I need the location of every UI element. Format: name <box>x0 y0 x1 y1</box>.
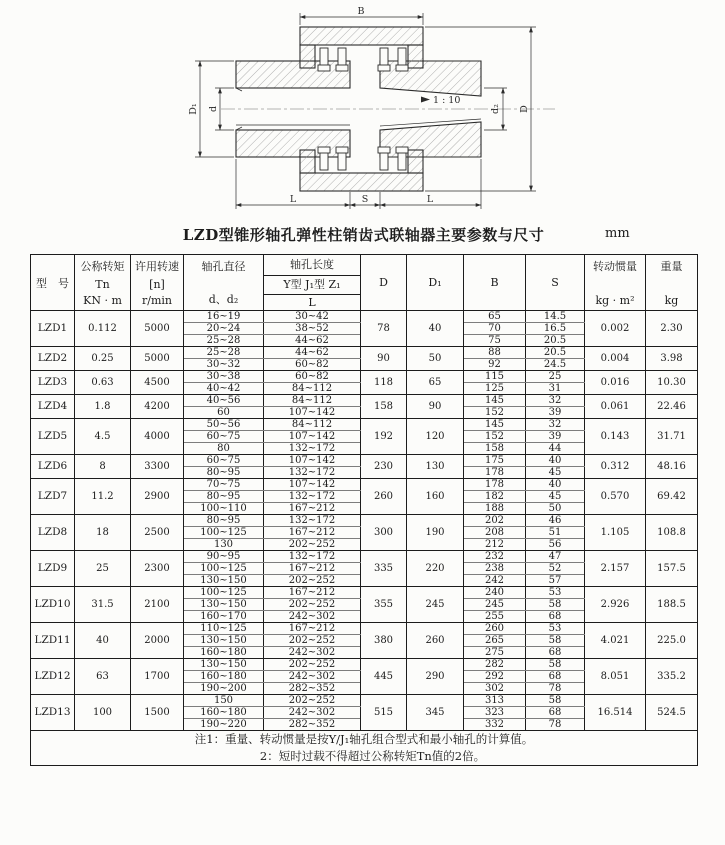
speed-cell: 5000 <box>131 347 184 371</box>
weight-cell: 157.5 <box>646 551 698 587</box>
header-model: 型 号 <box>31 255 75 311</box>
model-cell: LZD2 <box>31 347 75 371</box>
B-cell: 332 <box>464 719 526 731</box>
torque-cell: 1.8 <box>75 395 131 419</box>
B-cell: 178 <box>464 479 526 491</box>
bore-length-cell: 202~252 <box>264 695 361 707</box>
speed-cell: 1700 <box>131 659 184 695</box>
B-cell: 240 <box>464 587 526 599</box>
dim-label-L-right: L <box>426 194 434 205</box>
S-cell: 40 <box>526 479 585 491</box>
D1-cell: 220 <box>407 551 464 587</box>
B-cell: 202 <box>464 515 526 527</box>
header-D1: D₁ <box>407 255 464 311</box>
B-cell: 275 <box>464 647 526 659</box>
B-cell: 70 <box>464 323 526 335</box>
S-cell: 45 <box>526 491 585 503</box>
bore-diameter-cell: 100~125 <box>184 563 264 575</box>
speed-cell: 2000 <box>131 623 184 659</box>
B-cell: 260 <box>464 623 526 635</box>
D1-cell: 50 <box>407 347 464 371</box>
header-B: B <box>464 255 526 311</box>
bore-diameter-cell: 130~150 <box>184 635 264 647</box>
inertia-cell: 16.514 <box>585 695 646 731</box>
S-cell: 25 <box>526 371 585 383</box>
S-cell: 58 <box>526 599 585 611</box>
S-cell: 45 <box>526 467 585 479</box>
bore-diameter-cell: 60~75 <box>184 431 264 443</box>
bore-diameter-cell: 50~56 <box>184 419 264 431</box>
table-row <box>31 455 698 467</box>
D1-cell: 290 <box>407 659 464 695</box>
bore-length-cell: 60~82 <box>264 371 361 383</box>
inertia-cell: 0.143 <box>585 419 646 455</box>
torque-cell: 4.5 <box>75 419 131 455</box>
note-line-2: 2：短时过载不得超过公称转矩Tn值的2倍。 <box>259 749 486 763</box>
D-cell: 192 <box>361 419 407 455</box>
D1-cell: 260 <box>407 623 464 659</box>
speed-cell: 1500 <box>131 695 184 731</box>
S-cell: 20.5 <box>526 335 585 347</box>
S-cell: 24.5 <box>526 359 585 371</box>
S-cell: 53 <box>526 587 585 599</box>
inertia-cell: 2.157 <box>585 551 646 587</box>
D1-cell: 160 <box>407 479 464 515</box>
S-cell: 68 <box>526 671 585 683</box>
B-cell: 245 <box>464 599 526 611</box>
bore-length-cell: 202~252 <box>264 539 361 551</box>
speed-cell: 4200 <box>131 395 184 419</box>
bore-length-cell: 242~302 <box>264 707 361 719</box>
parameters-table-body <box>31 311 698 731</box>
page-title: LZD型锥形轴孔弹性柱销齿式联轴器主要参数与尺寸 <box>182 226 545 244</box>
speed-cell: 2900 <box>131 479 184 515</box>
S-cell: 20.5 <box>526 347 585 359</box>
bore-length-cell: 242~302 <box>264 647 361 659</box>
bore-diameter-cell: 30~32 <box>184 359 264 371</box>
taper-label: 1 : 10 <box>433 95 461 106</box>
S-cell: 53 <box>526 623 585 635</box>
dim-label-B: B <box>357 6 365 17</box>
unit-label: mm <box>605 226 630 241</box>
S-cell: 56 <box>526 539 585 551</box>
bore-diameter-cell: 160~180 <box>184 671 264 683</box>
weight-cell: 3.98 <box>646 347 698 371</box>
bore-diameter-cell: 130~150 <box>184 599 264 611</box>
weight-cell: 335.2 <box>646 659 698 695</box>
torque-cell: 40 <box>75 623 131 659</box>
D-cell: 300 <box>361 515 407 551</box>
bore-diameter-cell: 100~125 <box>184 587 264 599</box>
inertia-cell: 0.570 <box>585 479 646 515</box>
bore-diameter-cell: 40~56 <box>184 395 264 407</box>
bore-length-cell: 107~142 <box>264 455 361 467</box>
B-cell: 302 <box>464 683 526 695</box>
D1-cell: 90 <box>407 395 464 419</box>
D-cell: 380 <box>361 623 407 659</box>
table-row <box>31 395 698 407</box>
note-line-1: 注1：重量、转动惯量是按Y/J₁轴孔组合型式和最小轴孔的计算值。 <box>194 732 534 746</box>
D1-cell: 345 <box>407 695 464 731</box>
model-cell: LZD11 <box>31 623 75 659</box>
inertia-cell: 0.016 <box>585 371 646 395</box>
bore-length-cell: 84~112 <box>264 383 361 395</box>
bore-length-cell: 44~62 <box>264 335 361 347</box>
table-row <box>31 419 698 431</box>
inertia-cell: 0.061 <box>585 395 646 419</box>
S-cell: 39 <box>526 431 585 443</box>
table-row <box>31 659 698 671</box>
bore-diameter-cell: 100~125 <box>184 527 264 539</box>
bore-diameter-cell: 25~28 <box>184 347 264 359</box>
B-cell: 65 <box>464 311 526 323</box>
bore-length-cell: 44~62 <box>264 347 361 359</box>
bore-diameter-cell: 70~75 <box>184 479 264 491</box>
bore-diameter-cell: 25~28 <box>184 335 264 347</box>
header-torque: 公称转矩 Tn KN · m <box>75 255 131 311</box>
weight-cell: 524.5 <box>646 695 698 731</box>
bore-length-cell: 132~172 <box>264 491 361 503</box>
bore-diameter-cell: 40~42 <box>184 383 264 395</box>
B-cell: 282 <box>464 659 526 671</box>
inertia-cell: 2.926 <box>585 587 646 623</box>
torque-cell: 25 <box>75 551 131 587</box>
S-cell: 78 <box>526 719 585 731</box>
D-cell: 158 <box>361 395 407 419</box>
model-cell: LZD5 <box>31 419 75 455</box>
speed-cell: 2100 <box>131 587 184 623</box>
inertia-cell: 0.312 <box>585 455 646 479</box>
inertia-cell: 1.105 <box>585 515 646 551</box>
bore-length-cell: 167~212 <box>264 623 361 635</box>
bore-diameter-cell: 90~95 <box>184 551 264 563</box>
taper-arrow-icon <box>421 97 430 103</box>
S-cell: 39 <box>526 407 585 419</box>
torque-cell: 0.25 <box>75 347 131 371</box>
weight-cell: 22.46 <box>646 395 698 419</box>
bore-diameter-cell: 80~95 <box>184 467 264 479</box>
S-cell: 44 <box>526 443 585 455</box>
S-cell: 68 <box>526 611 585 623</box>
B-cell: 75 <box>464 335 526 347</box>
taper-annotation <box>421 95 460 106</box>
inertia-cell: 0.002 <box>585 311 646 347</box>
bore-diameter-cell: 30~38 <box>184 371 264 383</box>
bore-diameter-cell: 110~125 <box>184 623 264 635</box>
D1-cell: 130 <box>407 455 464 479</box>
bore-length-cell: 202~252 <box>264 599 361 611</box>
B-cell: 265 <box>464 635 526 647</box>
D-cell: 260 <box>361 479 407 515</box>
B-cell: 88 <box>464 347 526 359</box>
bore-length-cell: 132~172 <box>264 467 361 479</box>
coupling-section-drawing <box>103 4 563 216</box>
bore-length-cell: 132~172 <box>264 515 361 527</box>
bore-length-cell: 202~252 <box>264 659 361 671</box>
S-cell: 16.5 <box>526 323 585 335</box>
D1-cell: 40 <box>407 311 464 347</box>
model-cell: LZD6 <box>31 455 75 479</box>
table-header <box>31 255 698 311</box>
bore-length-cell: 132~172 <box>264 551 361 563</box>
bore-diameter-cell: 60 <box>184 407 264 419</box>
bore-diameter-cell: 190~200 <box>184 683 264 695</box>
D1-cell: 190 <box>407 515 464 551</box>
model-cell: LZD10 <box>31 587 75 623</box>
torque-cell: 0.63 <box>75 371 131 395</box>
bore-diameter-cell: 160~170 <box>184 611 264 623</box>
bore-diameter-cell: 130~150 <box>184 575 264 587</box>
bore-length-cell: 107~142 <box>264 431 361 443</box>
D-cell: 515 <box>361 695 407 731</box>
speed-cell: 2300 <box>131 551 184 587</box>
speed-cell: 5000 <box>131 311 184 347</box>
bore-diameter-cell: 130 <box>184 539 264 551</box>
bore-length-cell: 30~42 <box>264 311 361 323</box>
table-row <box>31 551 698 563</box>
model-cell: LZD13 <box>31 695 75 731</box>
header-bore-diameter: 轴孔直径 d、d₂ <box>184 255 264 311</box>
B-cell: 313 <box>464 695 526 707</box>
bore-diameter-cell: 100~110 <box>184 503 264 515</box>
bore-length-cell: 202~252 <box>264 575 361 587</box>
S-cell: 58 <box>526 659 585 671</box>
dim-label-L-left: L <box>289 194 297 205</box>
D-cell: 445 <box>361 659 407 695</box>
inertia-cell: 4.021 <box>585 623 646 659</box>
header-inertia: 转动惯量 kg · m² <box>585 255 646 311</box>
speed-cell: 4500 <box>131 371 184 395</box>
model-cell: LZD8 <box>31 515 75 551</box>
speed-cell: 3300 <box>131 455 184 479</box>
S-cell: 31 <box>526 383 585 395</box>
weight-cell: 10.30 <box>646 371 698 395</box>
bore-length-cell: 38~52 <box>264 323 361 335</box>
header-weight: 重量 kg <box>646 255 698 311</box>
B-cell: 208 <box>464 527 526 539</box>
S-cell: 68 <box>526 647 585 659</box>
table-row <box>31 371 698 383</box>
B-cell: 145 <box>464 419 526 431</box>
S-cell: 58 <box>526 635 585 647</box>
dim-label-S: S <box>361 194 369 205</box>
parameters-table <box>30 254 698 766</box>
D-cell: 118 <box>361 371 407 395</box>
bore-length-cell: 84~112 <box>264 395 361 407</box>
bore-diameter-cell: 60~75 <box>184 455 264 467</box>
bore-diameter-cell: 80~95 <box>184 515 264 527</box>
S-cell: 68 <box>526 707 585 719</box>
D-cell: 78 <box>361 311 407 347</box>
bore-diameter-cell: 190~220 <box>184 719 264 731</box>
torque-cell: 100 <box>75 695 131 731</box>
torque-cell: 0.112 <box>75 311 131 347</box>
B-cell: 292 <box>464 671 526 683</box>
S-cell: 40 <box>526 455 585 467</box>
bore-diameter-cell: 80~95 <box>184 491 264 503</box>
bore-length-cell: 107~142 <box>264 479 361 491</box>
D-cell: 90 <box>361 347 407 371</box>
D1-cell: 65 <box>407 371 464 395</box>
model-cell: LZD1 <box>31 311 75 347</box>
bore-length-cell: 132~172 <box>264 443 361 455</box>
D1-cell: 245 <box>407 587 464 623</box>
S-cell: 32 <box>526 419 585 431</box>
B-cell: 178 <box>464 467 526 479</box>
S-cell: 32 <box>526 395 585 407</box>
bore-length-cell: 282~352 <box>264 683 361 695</box>
D-cell: 355 <box>361 587 407 623</box>
bore-diameter-cell: 150 <box>184 695 264 707</box>
weight-cell: 31.71 <box>646 419 698 455</box>
table-row <box>31 311 698 323</box>
D-cell: 230 <box>361 455 407 479</box>
model-cell: LZD4 <box>31 395 75 419</box>
B-cell: 152 <box>464 431 526 443</box>
D-cell: 335 <box>361 551 407 587</box>
S-cell: 58 <box>526 695 585 707</box>
bore-length-cell: 107~142 <box>264 407 361 419</box>
dim-label-d2: d₂ <box>490 104 501 114</box>
inertia-cell: 8.051 <box>585 659 646 695</box>
S-cell: 51 <box>526 527 585 539</box>
S-cell: 50 <box>526 503 585 515</box>
B-cell: 182 <box>464 491 526 503</box>
B-cell: 188 <box>464 503 526 515</box>
B-cell: 145 <box>464 395 526 407</box>
table-row <box>31 515 698 527</box>
table-row <box>31 587 698 599</box>
B-cell: 255 <box>464 611 526 623</box>
bore-length-cell: 242~302 <box>264 671 361 683</box>
bore-diameter-cell: 160~180 <box>184 707 264 719</box>
B-cell: 242 <box>464 575 526 587</box>
table-row <box>31 695 698 707</box>
B-cell: 92 <box>464 359 526 371</box>
weight-cell: 69.42 <box>646 479 698 515</box>
weight-cell: 48.16 <box>646 455 698 479</box>
header-bore-length: 轴孔长度 Y型 J₁型 Z₁ L <box>264 255 361 311</box>
bore-length-cell: 84~112 <box>264 419 361 431</box>
bore-diameter-cell: 16~19 <box>184 311 264 323</box>
header-speed: 许用转速 [n] r/min <box>131 255 184 311</box>
torque-cell: 11.2 <box>75 479 131 515</box>
weight-cell: 2.30 <box>646 311 698 347</box>
table-notes <box>31 731 698 766</box>
dim-label-D: D <box>519 105 530 113</box>
D1-cell: 120 <box>407 419 464 455</box>
bore-length-cell: 282~352 <box>264 719 361 731</box>
header-S: S <box>526 255 585 311</box>
bore-length-cell: 242~302 <box>264 611 361 623</box>
model-cell: LZD7 <box>31 479 75 515</box>
header-D: D <box>361 255 407 311</box>
title-row <box>30 224 697 250</box>
S-cell: 47 <box>526 551 585 563</box>
table-row <box>31 623 698 635</box>
S-cell: 52 <box>526 563 585 575</box>
bore-length-cell: 167~212 <box>264 527 361 539</box>
bore-length-cell: 167~212 <box>264 587 361 599</box>
B-cell: 238 <box>464 563 526 575</box>
B-cell: 323 <box>464 707 526 719</box>
weight-cell: 188.5 <box>646 587 698 623</box>
torque-cell: 8 <box>75 455 131 479</box>
S-cell: 78 <box>526 683 585 695</box>
bore-diameter-cell: 80 <box>184 443 264 455</box>
model-cell: LZD9 <box>31 551 75 587</box>
bore-length-cell: 60~82 <box>264 359 361 371</box>
bore-diameter-cell: 130~150 <box>184 659 264 671</box>
B-cell: 232 <box>464 551 526 563</box>
B-cell: 125 <box>464 383 526 395</box>
torque-cell: 18 <box>75 515 131 551</box>
S-cell: 57 <box>526 575 585 587</box>
bore-length-cell: 202~252 <box>264 635 361 647</box>
speed-cell: 4000 <box>131 419 184 455</box>
weight-cell: 108.8 <box>646 515 698 551</box>
table-row <box>31 479 698 491</box>
B-cell: 158 <box>464 443 526 455</box>
S-cell: 46 <box>526 515 585 527</box>
inertia-cell: 0.004 <box>585 347 646 371</box>
bore-diameter-cell: 160~180 <box>184 647 264 659</box>
model-cell: LZD3 <box>31 371 75 395</box>
model-cell: LZD12 <box>31 659 75 695</box>
torque-cell: 63 <box>75 659 131 695</box>
dim-B <box>300 6 423 25</box>
bore-diameter-cell: 20~24 <box>184 323 264 335</box>
table-row <box>31 347 698 359</box>
B-cell: 115 <box>464 371 526 383</box>
B-cell: 212 <box>464 539 526 551</box>
bore-length-cell: 167~212 <box>264 503 361 515</box>
dim-label-d: d <box>208 105 219 113</box>
speed-cell: 2500 <box>131 515 184 551</box>
S-cell: 14.5 <box>526 311 585 323</box>
torque-cell: 31.5 <box>75 587 131 623</box>
dim-label-D1: D₁ <box>188 103 199 115</box>
bore-length-cell: 167~212 <box>264 563 361 575</box>
B-cell: 152 <box>464 407 526 419</box>
weight-cell: 225.0 <box>646 623 698 659</box>
B-cell: 175 <box>464 455 526 467</box>
